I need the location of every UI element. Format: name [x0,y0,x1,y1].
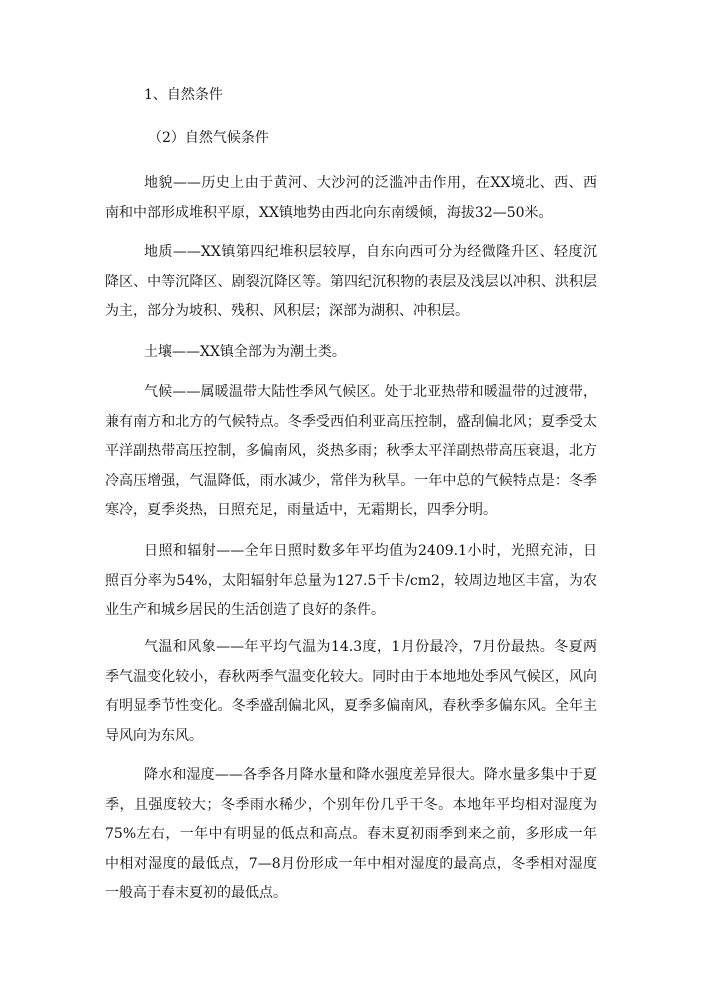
subsection-heading: （2）自然气候条件 [148,130,269,146]
paragraph-landform: 地貌——历史上由于黄河、大沙河的泛滥冲击作用，在XX境北、西、西南和中部形成堆积平原，XX镇地势由西北向东南缓倾，海拔32—50米。 [105,175,597,221]
paragraph-temperature-wind: 气温和风象——年平均气温为14.3度，1月份最冷，7月份最热。冬夏两季气温变化较小，春秋两季气温变化较大。同时由于本地地处季风气候区，风向有明显季节性变化。冬季盛刮偏北风，夏季多偏南风，春秋季多偏东风。全年主导风向为东风。 [105,639,597,744]
paragraph-soil: 土壤——XX镇全部为为潮土类。 [144,344,346,360]
paragraph-geology: 地质——XX镇第四纪堆积层较厚，自东向西可分为经微隆升区、轻度沉降区、中等沉降区、剧裂沉降区等。第四纪沉积物的表层及浅层以冲积、洪积层为主，部分为坡积、残积、风积层；深部为湖积、冲积层。 [105,244,597,319]
paragraph-climate: 气候——属暖温带大陆性季风气候区。处于北亚热带和暖温带的过渡带，兼有南方和北方的气候特点。冬季受西伯利亚高压控制，盛刮偏北风；夏季受太平洋副热带高压控制，多偏南风，炎热多雨；秋季太平洋副热带高压衰退，北方冷高压增强，气温降低，雨水减少，常伴为秋旱。一年中总的气候特点是：冬季寒冷，夏季炎热，日照充足，雨量适中，无霜期长，四季分明。 [105,384,597,518]
paragraph-sunshine-radiation: 日照和辐射——全年日照时数多年平均值为2409.1小时，光照充沛，日照百分率为54%，太阳辐射年总量为127.5千卡/cm2，较周边地区丰富，为农业生产和城乡居民的生活创造了良好的条件。 [105,543,597,618]
paragraph-precipitation-humidity: 降水和湿度——各季各月降水量和降水强度差异很大。降水量多集中于夏季，且强度较大；冬季雨水稀少，个别年份几乎干冬。本地年平均相对湿度为75%左右，一年中有明显的低点和高点。春末夏初雨季到来之前，多形成一年中相对湿度的最低点，7—8月份形成一年中相对湿度的最高点，冬季相对湿度一般高于春末夏初的最低点。 [105,767,597,901]
section-heading: 1、自然条件 [144,87,223,103]
